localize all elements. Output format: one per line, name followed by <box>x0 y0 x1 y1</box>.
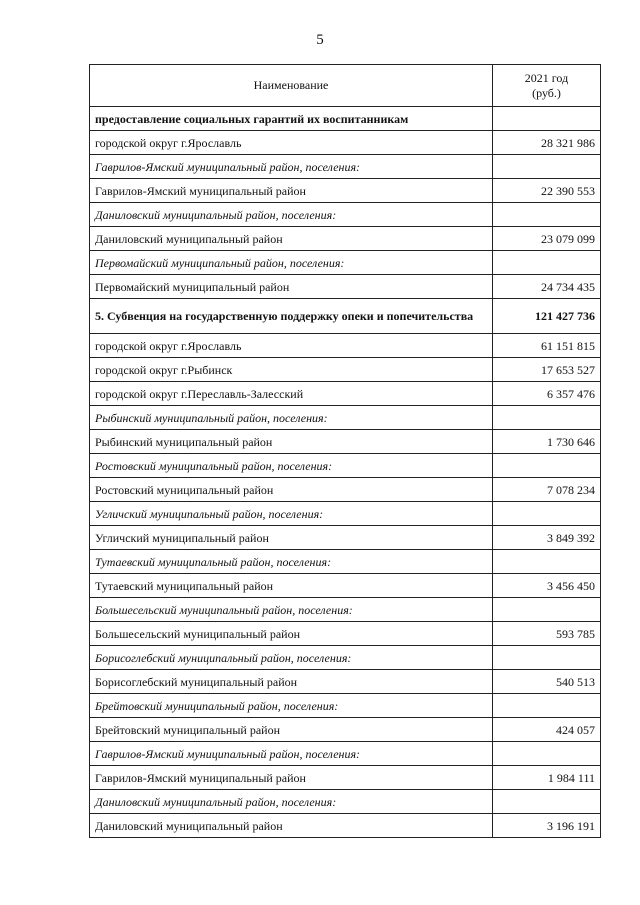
row-name-cell: Даниловский муниципальный район <box>90 814 493 838</box>
header-name: Наименование <box>90 65 493 107</box>
row-name-cell: городской округ г.Ярославль <box>90 334 493 358</box>
row-name-cell: городской округ г.Переславль-Залесский <box>90 382 493 406</box>
row-value-cell: 593 785 <box>493 622 601 646</box>
row-name-cell: Даниловский муниципальный район, поселения: <box>90 790 493 814</box>
row-name-cell: Борисоглебский муниципальный район <box>90 670 493 694</box>
row-name-cell: предоставление социальных гарантий их воспитанникам <box>90 107 493 131</box>
row-value-cell: 23 079 099 <box>493 227 601 251</box>
row-value-cell: 540 513 <box>493 670 601 694</box>
row-value-cell: 17 653 527 <box>493 358 601 382</box>
table-body <box>90 107 601 838</box>
row-name-cell: Первомайский муниципальный район <box>90 275 493 299</box>
row-value-cell: 22 390 553 <box>493 179 601 203</box>
table-row <box>90 670 601 694</box>
table-row <box>90 598 601 622</box>
row-name-cell: Гаврилов-Ямский муниципальный район, поселения: <box>90 155 493 179</box>
row-value-cell: 121 427 736 <box>493 299 601 334</box>
row-name-cell: Ростовский муниципальный район <box>90 478 493 502</box>
row-value-cell <box>493 454 601 478</box>
table-row <box>90 275 601 299</box>
row-value-cell: 61 151 815 <box>493 334 601 358</box>
row-value-cell: 28 321 986 <box>493 131 601 155</box>
row-value-cell <box>493 406 601 430</box>
table-row <box>90 179 601 203</box>
table-row <box>90 790 601 814</box>
row-name-cell: Борисоглебский муниципальный район, поселения: <box>90 646 493 670</box>
row-name-cell: Большесельский муниципальный район <box>90 622 493 646</box>
row-value-cell <box>493 502 601 526</box>
table-header-row <box>90 65 601 107</box>
row-value-cell <box>493 107 601 131</box>
row-name-cell: городской округ г.Рыбинск <box>90 358 493 382</box>
table-row <box>90 814 601 838</box>
row-value-cell <box>493 646 601 670</box>
row-name-cell: Рыбинский муниципальный район <box>90 430 493 454</box>
table-row <box>90 694 601 718</box>
table-row <box>90 155 601 179</box>
row-value-cell: 424 057 <box>493 718 601 742</box>
row-value-cell: 7 078 234 <box>493 478 601 502</box>
row-value-cell: 3 196 191 <box>493 814 601 838</box>
table-row <box>90 334 601 358</box>
row-name-cell: Ростовский муниципальный район, поселения: <box>90 454 493 478</box>
table-row <box>90 406 601 430</box>
table-row <box>90 203 601 227</box>
table-row <box>90 227 601 251</box>
table-row <box>90 107 601 131</box>
table-row <box>90 574 601 598</box>
row-value-cell: 1 730 646 <box>493 430 601 454</box>
header-year <box>493 65 601 107</box>
table-row <box>90 478 601 502</box>
row-value-cell <box>493 155 601 179</box>
table-row <box>90 550 601 574</box>
row-value-cell <box>493 550 601 574</box>
row-name-cell: Угличский муниципальный район <box>90 526 493 550</box>
table-row <box>90 131 601 155</box>
table-row <box>90 742 601 766</box>
row-value-cell: 24 734 435 <box>493 275 601 299</box>
table-row <box>90 454 601 478</box>
table-row <box>90 430 601 454</box>
table-row <box>90 382 601 406</box>
row-value-cell: 6 357 476 <box>493 382 601 406</box>
table-row <box>90 526 601 550</box>
row-name-cell: Тутаевский муниципальный район <box>90 574 493 598</box>
table-row <box>90 646 601 670</box>
page-number: 5 <box>316 32 324 48</box>
table-row <box>90 251 601 275</box>
row-name-cell: Даниловский муниципальный район, поселения: <box>90 203 493 227</box>
row-name-cell: городской округ г.Ярославль <box>90 131 493 155</box>
header-year-label: 2021 год <box>524 70 569 85</box>
row-name-cell: Рыбинский муниципальный район, поселения: <box>90 406 493 430</box>
budget-table <box>89 64 601 838</box>
row-name-cell: Брейтовский муниципальный район, поселения: <box>90 694 493 718</box>
row-name-cell: Первомайский муниципальный район, поселения: <box>90 251 493 275</box>
table-row <box>90 358 601 382</box>
row-value-cell <box>493 251 601 275</box>
row-name-cell: Большесельский муниципальный район, поселения: <box>90 598 493 622</box>
row-name-cell: Даниловский муниципальный район <box>90 227 493 251</box>
table-row <box>90 299 601 334</box>
row-name-cell: Брейтовский муниципальный район <box>90 718 493 742</box>
row-value-cell: 3 849 392 <box>493 526 601 550</box>
table-row <box>90 622 601 646</box>
row-value-cell <box>493 203 601 227</box>
table-row <box>90 502 601 526</box>
header-unit-label: (руб.) <box>532 85 561 100</box>
row-name-cell: Тутаевский муниципальный район, поселения: <box>90 550 493 574</box>
row-value-cell <box>493 694 601 718</box>
row-name-cell: Угличский муниципальный район, поселения: <box>90 502 493 526</box>
table-row <box>90 766 601 790</box>
row-name-cell: Гаврилов-Ямский муниципальный район <box>90 179 493 203</box>
row-value-cell: 1 984 111 <box>493 766 601 790</box>
row-value-cell <box>493 790 601 814</box>
row-name-cell: Гаврилов-Ямский муниципальный район, поселения: <box>90 742 493 766</box>
row-name-cell: 5. Субвенция на государственную поддержку опеки и попечительства <box>90 299 493 334</box>
table-row <box>90 718 601 742</box>
row-value-cell: 3 456 450 <box>493 574 601 598</box>
row-name-cell: Гаврилов-Ямский муниципальный район <box>90 766 493 790</box>
row-value-cell <box>493 598 601 622</box>
row-value-cell <box>493 742 601 766</box>
